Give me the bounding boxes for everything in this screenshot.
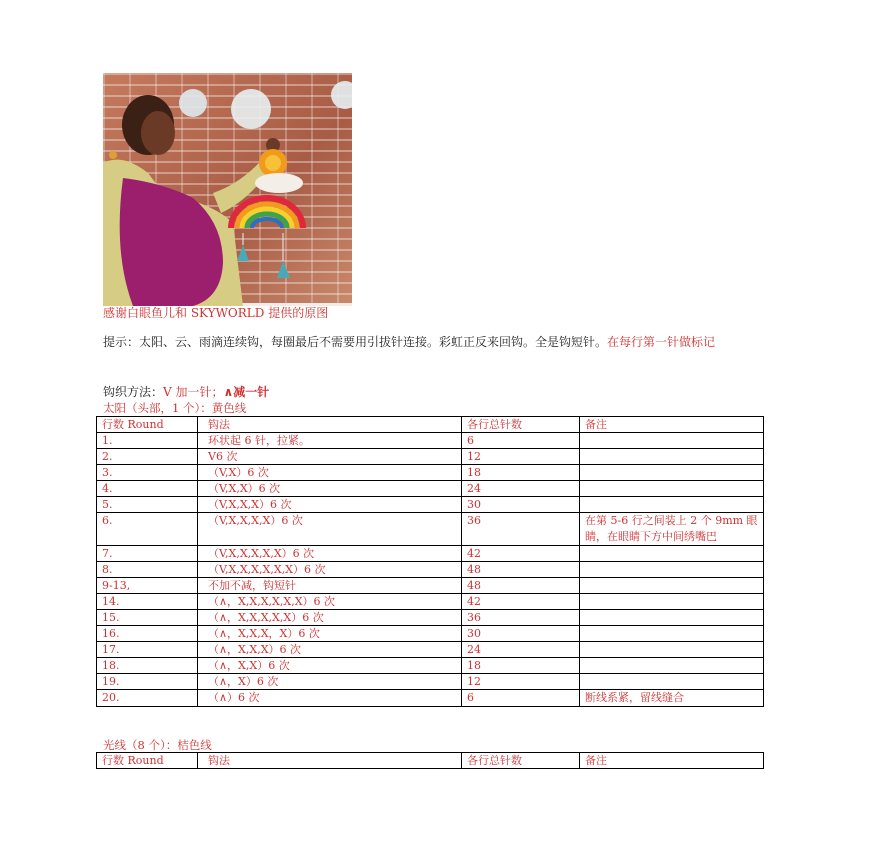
cell-total: 42 [462, 594, 580, 610]
cell-note [580, 674, 764, 690]
header-note: 备注 [580, 753, 764, 769]
header-method: 钩法 [198, 753, 462, 769]
cell-note [580, 481, 764, 497]
table-row [97, 642, 764, 658]
cell-note [580, 546, 764, 562]
cell-round: 14. [97, 594, 198, 610]
cell-method: （V,X,X,X）6 次 [198, 497, 462, 513]
cell-total: 18 [462, 465, 580, 481]
cell-total: 48 [462, 578, 580, 594]
cell-total: 48 [462, 562, 580, 578]
cell-total: 24 [462, 481, 580, 497]
table-row [97, 562, 764, 578]
cell-method: （∧，X,X）6 次 [198, 658, 462, 674]
cell-method: （V,X,X,X,X,X,X）6 次 [198, 562, 462, 578]
rays-pattern-table [96, 752, 764, 769]
cell-total: 12 [462, 449, 580, 465]
cell-round: 16. [97, 626, 198, 642]
cell-total: 6 [462, 690, 580, 707]
cell-total: 36 [462, 610, 580, 626]
legend-increase: V 加一针； [163, 385, 224, 399]
cell-note [580, 578, 764, 594]
table-row [97, 658, 764, 674]
cell-round: 17. [97, 642, 198, 658]
cell-total: 6 [462, 433, 580, 449]
cell-round: 3. [97, 465, 198, 481]
header-method: 钩法 [198, 417, 462, 433]
cell-round: 7. [97, 546, 198, 562]
legend-prefix: 钩织方法： [103, 385, 164, 399]
table-row [97, 449, 764, 465]
cell-note [580, 562, 764, 578]
header-total: 各行总针数 [462, 417, 580, 433]
photo-scene [103, 73, 352, 306]
table-row [97, 513, 764, 546]
sun-section-title: 太阳（头部，1 个）：黄色线 [103, 401, 247, 415]
table-header-row [97, 417, 764, 433]
cell-method: 不加不减，钩短针 [198, 578, 462, 594]
cell-note [580, 497, 764, 513]
table-row [97, 578, 764, 594]
cell-total: 24 [462, 642, 580, 658]
cell-note [580, 465, 764, 481]
cell-method: （V,X,X）6 次 [198, 481, 462, 497]
project-photo [103, 73, 352, 306]
cell-method: （∧，X）6 次 [198, 674, 462, 690]
table-row [97, 674, 764, 690]
cell-round: 1. [97, 433, 198, 449]
cell-method: （∧，X,X,X,X,X）6 次 [198, 610, 462, 626]
cell-note [580, 642, 764, 658]
table-row [97, 690, 764, 707]
table-header-row [97, 753, 764, 769]
hint-marker-text: 在每行第一针做标记 [607, 335, 716, 349]
cell-round: 19. [97, 674, 198, 690]
cell-method: V6 次 [198, 449, 462, 465]
cell-method: （V,X）6 次 [198, 465, 462, 481]
table-row [97, 465, 764, 481]
cell-round: 15. [97, 610, 198, 626]
cell-round: 4. [97, 481, 198, 497]
cell-round: 5. [97, 497, 198, 513]
cell-total: 42 [462, 546, 580, 562]
cell-total: 30 [462, 497, 580, 513]
cell-note: 在第 5-6 行之间装上 2 个 9mm 眼睛，在眼睛下方中间绣嘴巴 [580, 513, 764, 546]
table-row [97, 433, 764, 449]
cell-note [580, 433, 764, 449]
cell-round: 18. [97, 658, 198, 674]
legend-decrease: ∧减一针 [223, 385, 270, 399]
stitch-legend [103, 383, 269, 400]
header-round: 行数 Round [97, 753, 198, 769]
cell-round: 6. [97, 513, 198, 546]
table-row [97, 626, 764, 642]
cell-round: 8. [97, 562, 198, 578]
cell-method: （V,X,X,X,X）6 次 [198, 513, 462, 546]
cell-method: （∧）6 次 [198, 690, 462, 707]
rays-section-title: 光线（8 个）：桔色线 [103, 738, 212, 752]
cell-total: 12 [462, 674, 580, 690]
hint-paragraph [103, 334, 773, 351]
header-round: 行数 Round [97, 417, 198, 433]
table-row [97, 481, 764, 497]
table-row [97, 610, 764, 626]
cell-method: （V,X,X,X,X,X）6 次 [198, 546, 462, 562]
cell-note [580, 626, 764, 642]
table-row [97, 546, 764, 562]
table-row [97, 594, 764, 610]
cell-total: 18 [462, 658, 580, 674]
cell-round: 9-13, [97, 578, 198, 594]
cell-note [580, 658, 764, 674]
cell-method: （∧，X,X,X，X）6 次 [198, 626, 462, 642]
cell-total: 36 [462, 513, 580, 546]
cell-note [580, 449, 764, 465]
cell-method: （∧，X,X,X,X,X,X）6 次 [198, 594, 462, 610]
cell-round: 2. [97, 449, 198, 465]
cell-note: 断线系紧，留线缝合 [580, 690, 764, 707]
cell-method: （∧，X,X,X）6 次 [198, 642, 462, 658]
table-row [97, 497, 764, 513]
sun-pattern-table [96, 416, 764, 707]
cell-round: 20. [97, 690, 198, 707]
hint-text: 提示：太阳、云、雨滴连续钩，每圈最后不需要用引拔针连接。彩虹正反来回钩。全是钩短针。 [103, 335, 608, 349]
cell-total: 30 [462, 626, 580, 642]
cell-method: 环状起 6 针，拉紧。 [198, 433, 462, 449]
photo-caption: 感谢白眼鱼儿和 SKYWORLD 提供的原图 [103, 306, 329, 320]
header-note: 备注 [580, 417, 764, 433]
cell-note [580, 594, 764, 610]
cell-note [580, 610, 764, 626]
header-total: 各行总针数 [462, 753, 580, 769]
